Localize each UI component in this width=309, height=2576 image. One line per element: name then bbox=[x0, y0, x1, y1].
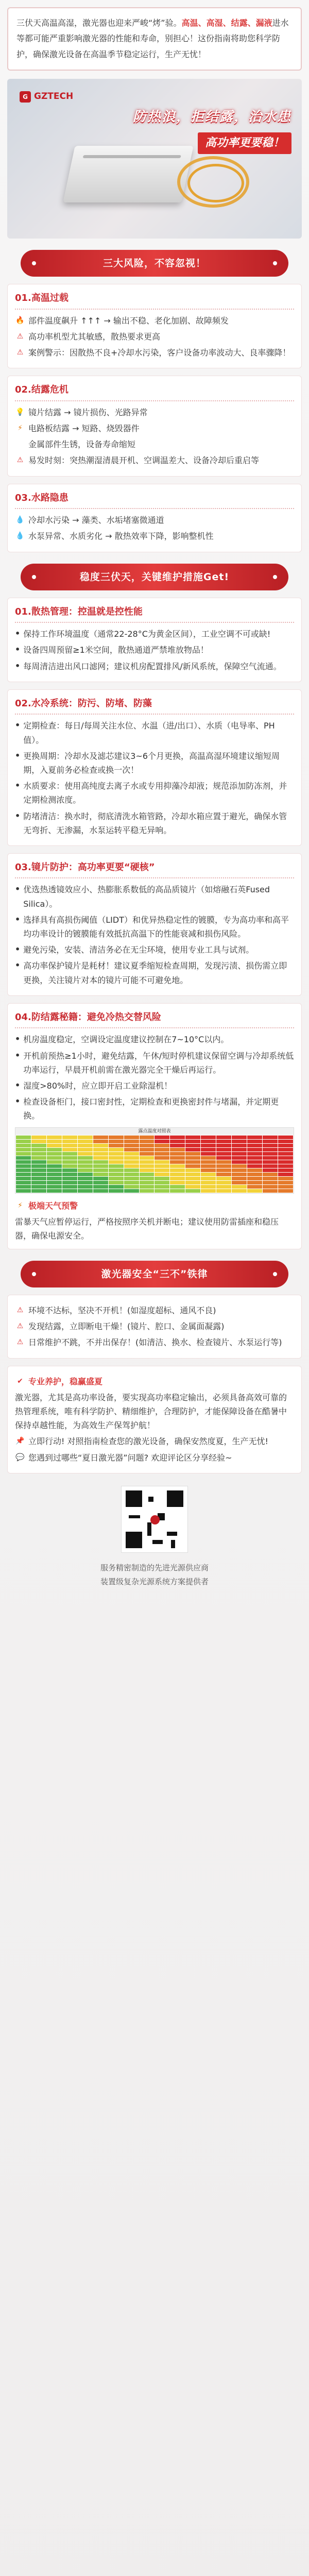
list-item: ⚠ 日常维护不跳，不并出保存！(如清洁、换水、检查镜片、水泵运行等) bbox=[15, 1335, 294, 1349]
section-rules-title: 激光器安全“三不”铁律 bbox=[21, 1261, 288, 1287]
list-item: ⚠ 案例警示：因散热不良+冷却水污染，客户设备功率波动大、良率骤降！ bbox=[15, 346, 294, 360]
logo-mark-icon: G bbox=[20, 91, 31, 103]
list-item: • 防堵清洁：换水时，彻底清洗水箱管路，冷却水箱应置于避光，确保水管无弯折、无渗漏，水泵运转平稳无异响。 bbox=[15, 810, 287, 835]
footer-service-line-1: 服务精密制造的先进光源供应商 bbox=[100, 1563, 209, 1572]
risk-water-title: 03.水路隐患 bbox=[15, 490, 294, 510]
measure-water-card bbox=[7, 689, 302, 846]
list-item: • 设备四周预留≥1米空间，散热通道严禁堆放物品！ bbox=[15, 645, 209, 655]
risk-condensation-title: 02.结露危机 bbox=[15, 382, 294, 401]
list-item: • 优选热透镜效应小、热膨胀系数低的高品质镜片（如熔融石英Fused Silica）。 bbox=[15, 884, 270, 909]
measure-dew-title: 04.防结露秘籍：避免冷热交替风险 bbox=[15, 1010, 294, 1029]
closing-question: 💬 您遇到过哪些“夏日激光器”问题? 欢迎评论区分享经验~ bbox=[15, 1451, 294, 1465]
list-item: ⚠ 高功率机型尤其敏感，散热要求更高 bbox=[15, 330, 294, 344]
slogan-line-1: 防热浪，拒结露，治水患 bbox=[132, 109, 291, 125]
comment-icon: 💬 bbox=[15, 1453, 25, 1462]
list-item: • 更换周期：冷却水及滤芯建议3~6个月更换，高温高湿环境建议缩短周期，入夏前务必检查或换一次！ bbox=[15, 750, 280, 775]
thunder-warning: ⚡ 极端天气预警 bbox=[15, 1199, 294, 1213]
hero-banner bbox=[7, 79, 302, 239]
measure-water-title: 02.水冷系统：防污、防堵、防藻 bbox=[15, 696, 294, 715]
intro-text-2: 进水等都可能严重影响激光器的性能和寿命，别担心！这份指南将助您科学防护，确保激光设备在高温季节稳定运行，生产无忧！ bbox=[16, 18, 289, 59]
water-drop-icon: 💧 bbox=[15, 516, 25, 524]
thunder-text: 雷暴天气应暂停运行，严格按照序关机并断电；建议使用防雷插座和稳压器，确保电源安全。 bbox=[15, 1216, 279, 1241]
closing-action: 📌 立即行动! 对照指南检查您的激光设备，确保安然度夏，生产无忧! bbox=[15, 1434, 294, 1448]
section-measures-title: 稳度三伏天，关键维护措施Get! bbox=[21, 564, 288, 590]
lightning-icon: ⚡ bbox=[18, 1201, 23, 1210]
laser-device-image bbox=[63, 146, 193, 202]
intro-text-1: 三伏天高温高湿，激光器也迎来严峻“烤”验。 bbox=[16, 18, 182, 28]
risk-condensation-card bbox=[7, 376, 302, 476]
list-item: 💧 水泵异常、水质劣化 → 散热效率下降，影响整机性 bbox=[15, 529, 294, 543]
pin-icon: 📌 bbox=[15, 1437, 25, 1446]
list-item: 💧 冷却水污染 → 藻类、水垢堵塞微通道 bbox=[15, 513, 294, 527]
list-item: • 高功率保护镜片是耗材！建议夏季缩短检查周期，发现污渍、损伤需立即更换，关注镜片对本的镜片可能不可避免地。 bbox=[15, 960, 287, 985]
check-icon: ✔ bbox=[17, 1377, 23, 1385]
closing-card bbox=[7, 1366, 302, 1473]
list-item: • 避免污染，安装、清洁务必在无尘环境，使用专业工具与试剂。 bbox=[15, 944, 254, 955]
dew-table-title: 露点温度对照表 bbox=[15, 1128, 294, 1135]
footer-service bbox=[0, 1561, 309, 1589]
closing-paragraph: 激光器，尤其是高功率设备，要实现高功率稳定输出，必须具备高效可靠的热管理系统，唯有科学防护、精细维护，合理防护，才能保障设备在酷暑中保持卓越性能，为高效生产保驾护航！ bbox=[15, 1392, 287, 1431]
intro-box bbox=[7, 7, 302, 71]
rules-card bbox=[7, 1295, 302, 1359]
fiber-coil-inner-image bbox=[187, 164, 244, 202]
list-item: ⚡ 电路板结露 → 短路、烧毁器件 bbox=[15, 421, 294, 435]
footer-service-line-2: 装置级复杂光源系统方案提供者 bbox=[100, 1577, 209, 1586]
list-item: ⚠ 环境不达标，坚决不开机！(如湿度超标、通风不良) bbox=[15, 1303, 294, 1317]
list-item: 🔥 部件温度飙升 ↑↑↑ → 输出不稳、老化加剧、故障频发 bbox=[15, 314, 294, 328]
qr-code[interactable] bbox=[121, 1486, 188, 1553]
warning-icon: ⚠ bbox=[16, 1338, 24, 1347]
brand-logo bbox=[20, 89, 73, 104]
alert-icon: ⚠ bbox=[16, 332, 24, 341]
water-drop-icon: 💧 bbox=[15, 532, 25, 540]
list-item: • 水质要求：使用高纯度去离子水或专用抑藻冷却液；规范添加防冻剂，并定期检测浓度。 bbox=[15, 781, 287, 805]
slogan-line-2: 高功率更要稳！ bbox=[198, 132, 291, 154]
list-item: • 湿度>80%时，应立即开启工业除湿机！ bbox=[15, 1080, 173, 1091]
list-item: • 选择具有高损伤阈值（LIDT）和优异热稳定性的镀膜，专为高功率和高平均功率设计的镀膜能有效抵抗高温下的性能衰减和损伤风险。 bbox=[15, 914, 289, 939]
measure-cooling-card bbox=[7, 598, 302, 682]
bolt-icon: ⚡ bbox=[18, 424, 23, 433]
measure-lens-card bbox=[7, 853, 302, 996]
list-item: • 检查设备柜门，接口密封性，定期检查和更换密封件与堵漏，并定期更换。 bbox=[15, 1096, 279, 1121]
risk-water-card bbox=[7, 484, 302, 552]
list-item: ⚠ 发现结露，立即断电干燥！(镜片、腔口、金属面凝露) bbox=[15, 1319, 294, 1333]
list-item: • 开机前预热≥1小时，避免结露，午休/短时停机建议保留空调与冷却系统低功率运行，早晨开机前需在激光器完全干燥后再运行。 bbox=[15, 1050, 294, 1075]
list-item: • 机房温度稳定，空调设定温度建议控制在7~10°C以内。 bbox=[15, 1034, 229, 1045]
section-risks-title: 三大风险，不容忽视！ bbox=[21, 250, 288, 277]
list-item: • 保持工作环境温度（通常22-28°C为黄金区间），工业空调不可或缺! bbox=[15, 629, 271, 639]
fire-icon: 🔥 bbox=[15, 316, 25, 325]
list-item: 💡 镜片结露 → 镜片损伤、光路异常 bbox=[15, 405, 294, 419]
alert-icon: ⚠ bbox=[16, 456, 24, 465]
intro-highlight: 高温、高湿、结露、漏液 bbox=[181, 18, 272, 28]
measure-lens-title: 03.镜片防护：高功率更要“硬核” bbox=[15, 860, 294, 879]
bulb-icon: 💡 bbox=[15, 408, 25, 416]
alert-icon: ⚠ bbox=[16, 348, 24, 357]
dew-point-grid bbox=[15, 1135, 294, 1193]
list-item: 金属部件生锈，设备寿命缩短 bbox=[28, 439, 136, 450]
closing-heading: ✔ 专业养护，稳赢盛夏 bbox=[15, 1375, 294, 1388]
measure-cooling-title: 01.散热管理：控温就是控性能 bbox=[15, 604, 294, 623]
dew-point-table bbox=[15, 1127, 294, 1194]
warning-icon: ⚠ bbox=[16, 1306, 24, 1315]
list-item: ⚠ 易发时刻：突热潮湿清晨开机、空调温差大、设备冷却后重启等 bbox=[15, 453, 294, 467]
list-item: • 每周清洁进出风口滤网；建议机房配置排风/新风系统，保障空气流通。 bbox=[15, 660, 282, 671]
list-item: • 定期检查：每日/每周关注水位、水温（进/出口）、水质（电导率、PH值）。 bbox=[15, 720, 275, 745]
measure-dew-card bbox=[7, 1003, 302, 1249]
risk-high-temp-title: 01.高温过载 bbox=[15, 291, 294, 310]
logo-text: GZTECH bbox=[34, 91, 74, 102]
risk-high-temp-card bbox=[7, 284, 302, 368]
warning-icon: ⚠ bbox=[16, 1322, 24, 1331]
